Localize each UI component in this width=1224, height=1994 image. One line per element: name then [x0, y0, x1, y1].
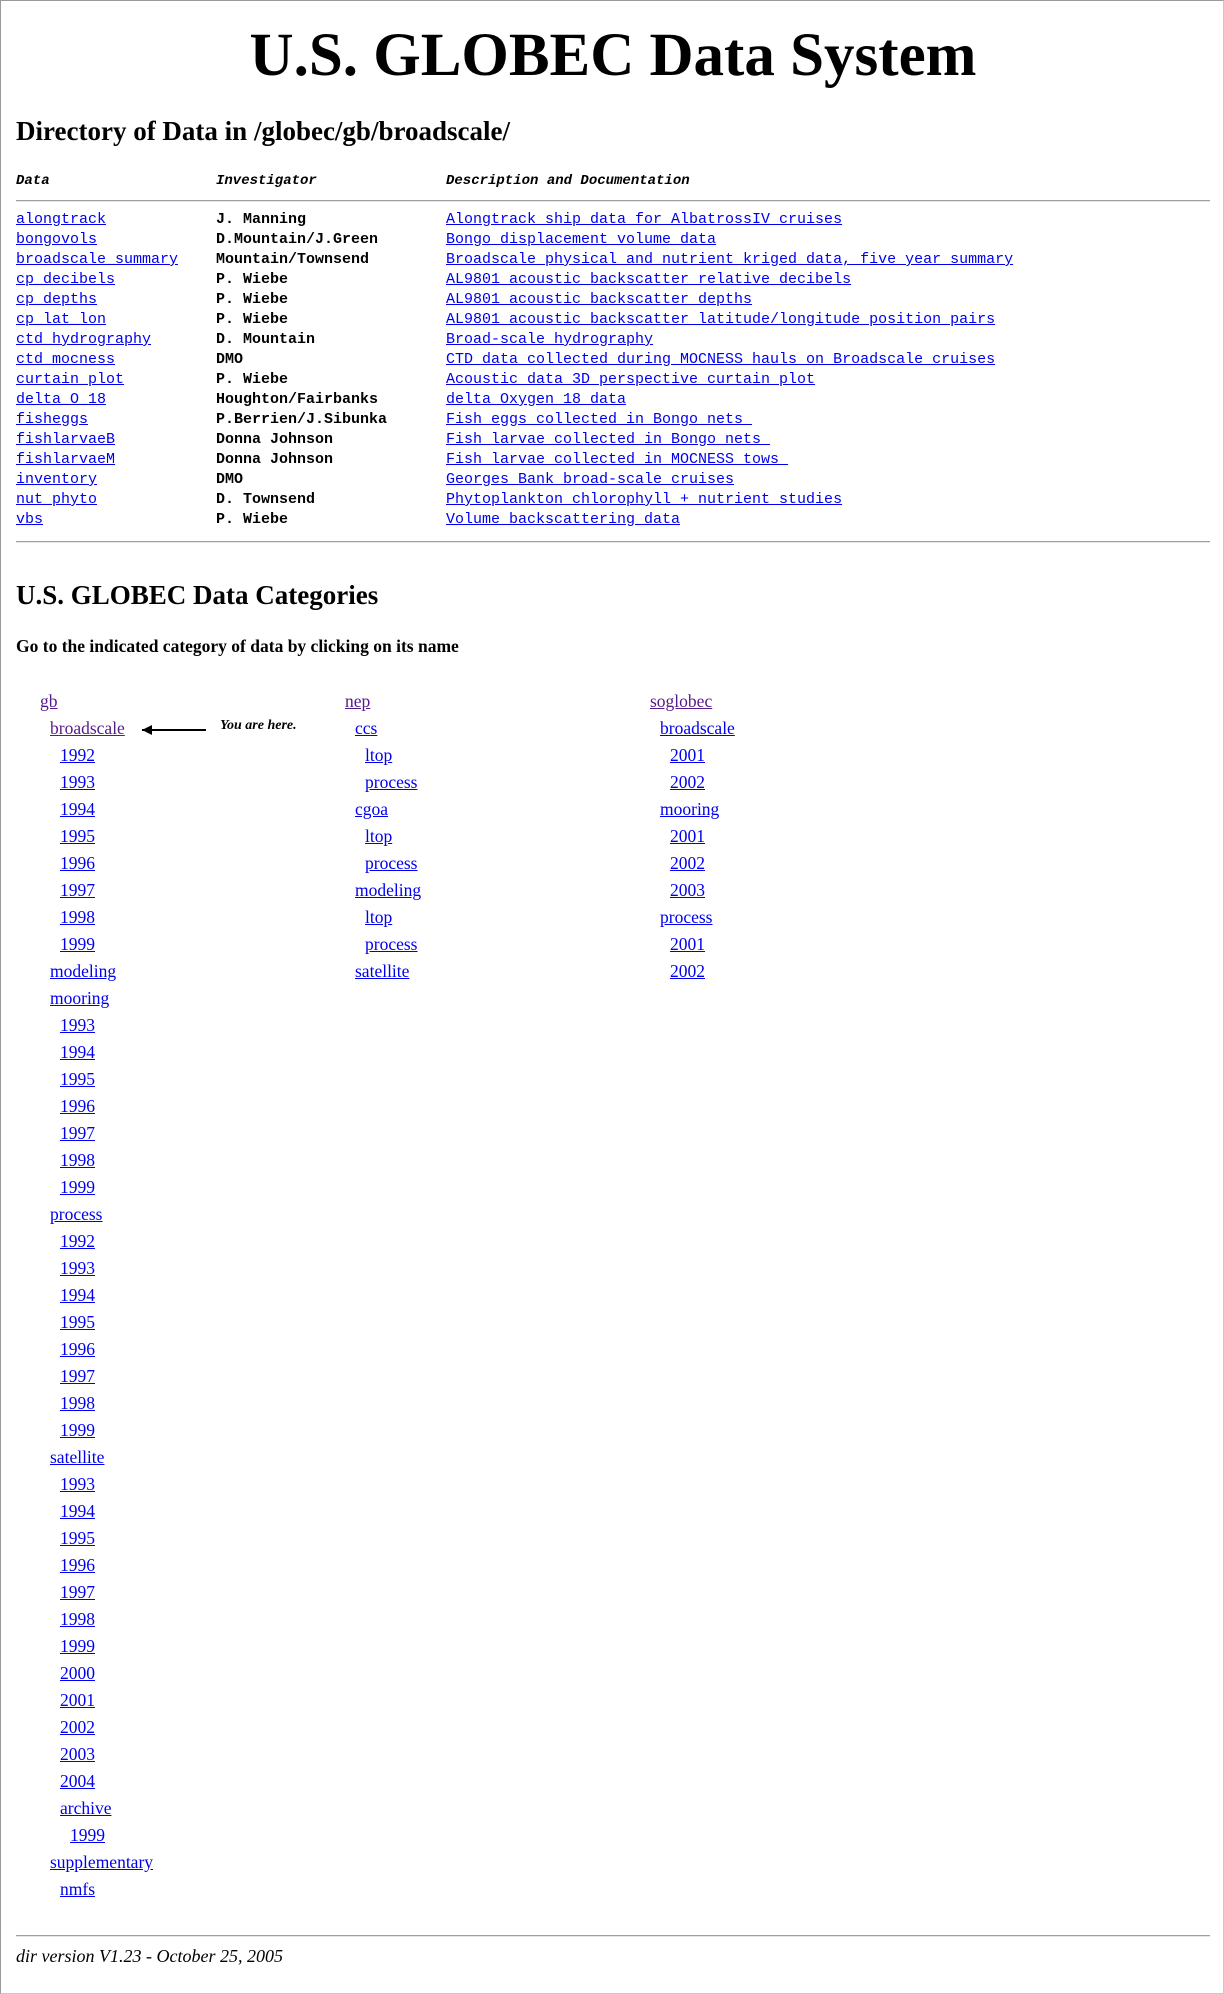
- investigator-cell: D. Mountain: [216, 331, 316, 348]
- tree-item: [40, 1390, 153, 1417]
- category-link[interactable]: process: [50, 1204, 103, 1224]
- arrow-line: [142, 729, 206, 731]
- tree-item: [40, 985, 153, 1012]
- category-link[interactable]: 1992: [60, 1231, 95, 1251]
- category-link[interactable]: 1995: [60, 826, 95, 846]
- tree-item: [650, 715, 735, 742]
- category-link[interactable]: process: [365, 772, 418, 792]
- data-link[interactable]: cp_lat_lon: [16, 311, 107, 328]
- description-link[interactable]: Acoustic data 3D perspective curtain plot: [446, 371, 816, 388]
- category-link[interactable]: modeling: [50, 961, 117, 981]
- data-link[interactable]: cp_decibels: [16, 271, 116, 288]
- tree-item: [650, 688, 735, 715]
- category-link[interactable]: 1998: [60, 1393, 95, 1413]
- table-row: [16, 270, 1210, 290]
- data-link[interactable]: curtain_plot: [16, 371, 125, 388]
- category-tree-soglobec: [650, 688, 735, 985]
- page-title: U.S. GLOBEC Data System: [249, 22, 977, 89]
- table-row: [16, 470, 1210, 490]
- category-link[interactable]: 1993: [60, 1474, 95, 1494]
- investigator-cell: J. Manning: [216, 211, 307, 228]
- investigator-cell: Houghton/Fairbanks: [216, 391, 379, 408]
- tree-item: [40, 1579, 153, 1606]
- investigator-cell: P. Wiebe: [216, 371, 289, 388]
- category-link[interactable]: 1994: [60, 1501, 95, 1521]
- tree-item: [40, 1120, 153, 1147]
- category-link[interactable]: 2003: [60, 1744, 95, 1764]
- tree-item: [40, 823, 153, 850]
- table-row: [16, 250, 1210, 270]
- investigator-cell: D.Mountain/J.Green: [216, 231, 379, 248]
- investigator-cell: P. Wiebe: [216, 291, 289, 308]
- category-link[interactable]: 1998: [60, 907, 95, 927]
- tree-item: [345, 688, 421, 715]
- footer-divider: [16, 1935, 1210, 1937]
- category-link[interactable]: archive: [60, 1798, 112, 1818]
- tree-item: [40, 1822, 153, 1849]
- investigator-cell: Mountain/Townsend: [216, 251, 370, 268]
- tree-item: [40, 1201, 153, 1228]
- tree-item: [650, 904, 735, 931]
- tree-item: [345, 850, 421, 877]
- category-link[interactable]: 1999: [70, 1825, 105, 1845]
- tree-item: [345, 931, 421, 958]
- tree-item: [40, 1795, 153, 1822]
- category-link[interactable]: 1994: [60, 799, 95, 819]
- tree-item: [40, 1039, 153, 1066]
- tree-item: [650, 958, 735, 985]
- category-link[interactable]: 1999: [60, 1636, 95, 1656]
- category-link[interactable]: ltop: [365, 907, 393, 927]
- category-link[interactable]: nep: [345, 691, 371, 711]
- tree-item: [40, 1336, 153, 1363]
- tree-item: [40, 1525, 153, 1552]
- tree-item: [40, 1633, 153, 1660]
- table-header: [16, 168, 1210, 194]
- tree-item: [650, 823, 735, 850]
- footer-version: dir version V1.23 - October 25, 2005: [16, 1946, 283, 1966]
- category-link[interactable]: 1992: [60, 745, 95, 765]
- table-row: [16, 290, 1210, 310]
- tree-item: [650, 796, 735, 823]
- category-link[interactable]: 1994: [60, 1285, 95, 1305]
- directory-heading: Directory of Data in /globec/gb/broadscale/: [16, 116, 510, 146]
- investigator-cell: P. Wiebe: [216, 511, 289, 528]
- category-link[interactable]: 2003: [670, 880, 705, 900]
- data-link[interactable]: fishlarvaeB: [16, 431, 116, 448]
- tree-item: [40, 1093, 153, 1120]
- tree-item: [40, 1498, 153, 1525]
- investigator-cell: Donna Johnson: [216, 451, 334, 468]
- category-link[interactable]: 1993: [60, 1258, 95, 1278]
- data-link[interactable]: broadscale_summary: [16, 251, 179, 268]
- tree-item: [40, 877, 153, 904]
- description-link[interactable]: Fish eggs collected in Bongo nets: [446, 411, 753, 428]
- header-divider: [16, 200, 1210, 202]
- description-link[interactable]: Broad-scale hydrography: [446, 331, 654, 348]
- tree-item: [650, 742, 735, 769]
- investigator-cell: P. Wiebe: [216, 271, 289, 288]
- table-row: [16, 230, 1210, 250]
- category-link[interactable]: 1996: [60, 1096, 95, 1116]
- table-row: [16, 390, 1210, 410]
- table-row: [16, 330, 1210, 350]
- categories-instruction: Go to the indicated category of data by clicking on its name: [16, 636, 459, 656]
- table-row: [16, 510, 1210, 530]
- category-link[interactable]: 1994: [60, 1042, 95, 1062]
- category-link[interactable]: broadscale: [660, 718, 735, 738]
- tree-item: [40, 715, 153, 742]
- category-link[interactable]: ltop: [365, 826, 393, 846]
- category-link[interactable]: 1996: [60, 1555, 95, 1575]
- investigator-cell: DMO: [216, 471, 244, 488]
- tree-item: [40, 1768, 153, 1795]
- data-table: [16, 168, 1210, 528]
- data-link[interactable]: inventory: [16, 471, 98, 488]
- table-row: [16, 370, 1210, 390]
- category-link[interactable]: 2002: [670, 772, 705, 792]
- description-link[interactable]: AL9801 acoustic backscatter relative decibels: [446, 271, 852, 288]
- tree-item: [40, 850, 153, 877]
- tree-item: [40, 1687, 153, 1714]
- investigator-cell: P.Berrien/J.Sibunka: [216, 411, 388, 428]
- description-link[interactable]: AL9801 acoustic backscatter depths: [446, 291, 753, 308]
- category-link[interactable]: gb: [40, 691, 58, 711]
- category-link[interactable]: supplementary: [50, 1852, 154, 1872]
- category-link[interactable]: 1996: [60, 1339, 95, 1359]
- investigator-cell: P. Wiebe: [216, 311, 289, 328]
- tree-item: [40, 1606, 153, 1633]
- data-link[interactable]: nut_phyto: [16, 491, 98, 508]
- category-link[interactable]: 1998: [60, 1609, 95, 1629]
- data-link[interactable]: cp_depths: [16, 291, 98, 308]
- category-link[interactable]: 2004: [60, 1771, 95, 1791]
- category-link[interactable]: satellite: [355, 961, 410, 981]
- category-link[interactable]: cgoa: [355, 799, 389, 819]
- data-link[interactable]: ctd_mocness: [16, 351, 116, 368]
- tree-item: [345, 958, 421, 985]
- data-link[interactable]: bongovols: [16, 231, 98, 248]
- description-link[interactable]: Alongtrack ship data for AlbatrossIV cruises: [446, 211, 843, 228]
- table-row: [16, 210, 1210, 230]
- category-link[interactable]: 2000: [60, 1663, 95, 1683]
- tree-item: [40, 742, 153, 769]
- tree-item: [40, 1471, 153, 1498]
- category-link[interactable]: 1999: [60, 1420, 95, 1440]
- category-link[interactable]: satellite: [50, 1447, 105, 1467]
- category-link[interactable]: 1997: [60, 1582, 95, 1602]
- tree-item: [40, 1849, 153, 1876]
- category-link[interactable]: process: [365, 934, 418, 954]
- category-link[interactable]: 1998: [60, 1150, 95, 1170]
- category-link[interactable]: 1997: [60, 880, 95, 900]
- table-row: [16, 490, 1210, 510]
- tree-item: [40, 1444, 153, 1471]
- category-link[interactable]: process: [660, 907, 713, 927]
- tree-item: [40, 1255, 153, 1282]
- category-link[interactable]: 1999: [60, 1177, 95, 1197]
- tree-item: [40, 1741, 153, 1768]
- category-tree-gb: [40, 688, 153, 1903]
- tree-item: [40, 1876, 153, 1903]
- category-link[interactable]: mooring: [660, 799, 720, 819]
- investigator-cell: DMO: [216, 351, 244, 368]
- category-link[interactable]: 1995: [60, 1312, 95, 1332]
- category-link[interactable]: 2001: [670, 826, 705, 846]
- category-link[interactable]: 2001: [60, 1690, 95, 1710]
- tree-item: [345, 796, 421, 823]
- description-link[interactable]: Bongo displacement volume data: [446, 231, 717, 248]
- category-link[interactable]: 2001: [670, 934, 705, 954]
- description-link[interactable]: AL9801 acoustic backscatter latitude/longitude position pairs: [446, 311, 996, 328]
- category-link[interactable]: 1996: [60, 853, 95, 873]
- investigator-cell: Donna Johnson: [216, 431, 334, 448]
- description-link[interactable]: delta Oxygen 18 data: [446, 391, 627, 408]
- table-row: [16, 450, 1210, 470]
- description-link[interactable]: Volume backscattering data: [446, 511, 681, 528]
- data-link[interactable]: vbs: [16, 511, 44, 528]
- category-link[interactable]: 2002: [670, 961, 705, 981]
- tree-item: [40, 796, 153, 823]
- tree-item: [40, 1309, 153, 1336]
- table-bottom-divider: [16, 541, 1210, 543]
- tree-item: [345, 715, 421, 742]
- tree-item: [650, 931, 735, 958]
- tree-item: [40, 1714, 153, 1741]
- tree-item: [40, 958, 153, 985]
- tree-item: [40, 1363, 153, 1390]
- category-link[interactable]: 2001: [670, 745, 705, 765]
- tree-item: [40, 688, 153, 715]
- description-link[interactable]: Fish larvae collected in Bongo nets: [446, 431, 771, 448]
- category-link[interactable]: 2002: [60, 1717, 95, 1737]
- tree-item: [40, 904, 153, 931]
- tree-item: [40, 1417, 153, 1444]
- description-link[interactable]: Georges Bank broad-scale cruises: [446, 471, 735, 488]
- category-link[interactable]: soglobec: [650, 691, 713, 711]
- tree-item: [40, 1066, 153, 1093]
- data-link[interactable]: ctd_hydrography: [16, 331, 152, 348]
- category-link[interactable]: 2002: [670, 853, 705, 873]
- category-link[interactable]: process: [365, 853, 418, 873]
- category-link[interactable]: 1995: [60, 1528, 95, 1548]
- tree-item: [40, 1012, 153, 1039]
- category-link[interactable]: 1995: [60, 1069, 95, 1089]
- category-link[interactable]: 1997: [60, 1123, 95, 1143]
- description-link[interactable]: CTD data collected during MOCNESS hauls on Broadscale cruises: [446, 351, 996, 368]
- tree-item: [40, 769, 153, 796]
- you-are-here-label: You are here.: [220, 718, 297, 733]
- category-link[interactable]: 1999: [60, 934, 95, 954]
- category-link[interactable]: 1997: [60, 1366, 95, 1386]
- table-row: [16, 430, 1210, 450]
- description-link[interactable]: Phytoplankton chlorophyll + nutrient studies: [446, 491, 843, 508]
- category-link[interactable]: 1993: [60, 1015, 95, 1035]
- table-row: [16, 350, 1210, 370]
- table-row: [16, 310, 1210, 330]
- table-rows: [16, 210, 1210, 530]
- category-link[interactable]: mooring: [50, 988, 110, 1008]
- category-link[interactable]: nmfs: [60, 1879, 95, 1899]
- tree-item: [345, 742, 421, 769]
- tree-item: [40, 931, 153, 958]
- category-link[interactable]: modeling: [355, 880, 422, 900]
- header-investigator: Investigator: [216, 173, 317, 189]
- category-link[interactable]: ltop: [365, 745, 393, 765]
- header-description: Description and Documentation: [446, 173, 690, 189]
- tree-item: [345, 877, 421, 904]
- tree-item: [40, 1282, 153, 1309]
- description-link[interactable]: Fish larvae collected in MOCNESS tows: [446, 451, 789, 468]
- header-data: Data: [16, 173, 50, 189]
- tree-item: [40, 1228, 153, 1255]
- data-link[interactable]: delta_O_18: [16, 391, 107, 408]
- tree-item: [345, 769, 421, 796]
- category-link[interactable]: ccs: [355, 718, 378, 738]
- investigator-cell: D. Townsend: [216, 491, 316, 508]
- category-link[interactable]: broadscale: [50, 718, 125, 738]
- tree-item: [40, 1147, 153, 1174]
- data-link[interactable]: alongtrack: [16, 211, 107, 228]
- data-link[interactable]: fisheggs: [16, 411, 89, 428]
- table-row: [16, 410, 1210, 430]
- category-link[interactable]: 1993: [60, 772, 95, 792]
- categories-heading: U.S. GLOBEC Data Categories: [16, 580, 379, 610]
- tree-item: [40, 1552, 153, 1579]
- category-tree-nep: [345, 688, 421, 985]
- tree-item: [650, 850, 735, 877]
- tree-item: [650, 877, 735, 904]
- tree-item: [345, 904, 421, 931]
- description-link[interactable]: Broadscale physical and nutrient kriged data, five year summary: [446, 251, 1014, 268]
- tree-item: [345, 823, 421, 850]
- tree-item: [40, 1174, 153, 1201]
- tree-item: [650, 769, 735, 796]
- tree-item: [40, 1660, 153, 1687]
- data-link[interactable]: fishlarvaeM: [16, 451, 116, 468]
